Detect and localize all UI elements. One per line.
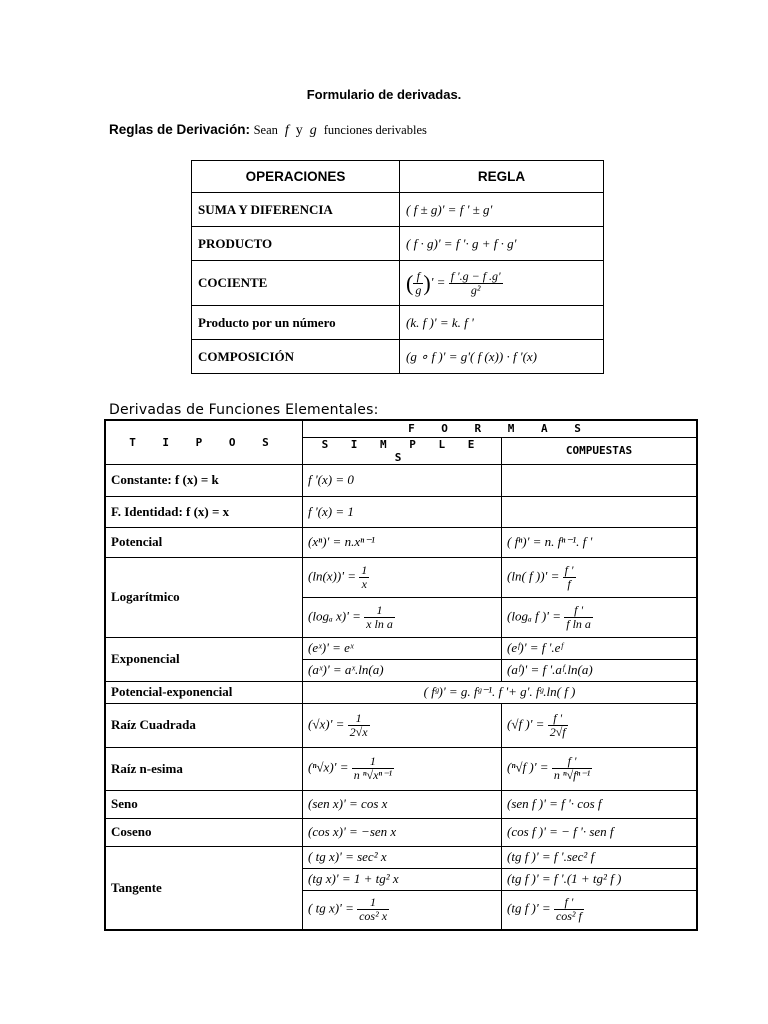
simple-cell: (aˣ)' = aˣ.ln(a) — [303, 659, 502, 681]
tipo-cell: Raíz n-esima — [105, 747, 303, 790]
tipo-cell: Logarítmico — [105, 557, 303, 637]
rule-den: g² — [470, 282, 481, 297]
tipo-cell: Potencial — [105, 527, 303, 557]
table-row — [105, 527, 697, 557]
table-row — [105, 818, 697, 846]
op-cell: PRODUCTO — [192, 227, 400, 261]
tipo-cell: Exponencial — [105, 637, 303, 681]
rule-num: f '.g − f .g' — [450, 268, 501, 283]
rule-cell: ( f ± g)' = f ' ± g' — [400, 193, 604, 227]
rule-lhs-den: g — [415, 282, 422, 297]
op-cell: COMPOSICIÓN — [192, 340, 400, 374]
header-formas: F O R M A S — [303, 420, 698, 437]
simple-cell: (xⁿ)' = n.xⁿ⁻¹ — [303, 527, 502, 557]
table-row — [105, 496, 697, 527]
table-row — [192, 227, 604, 261]
rule-lhs-tail: ' = — [430, 273, 446, 289]
compuesta-cell: (tg f )' = f '.sec² f — [502, 846, 698, 868]
simple-cell: f '(x) = 0 — [303, 464, 502, 496]
compuesta-cell: (ln( f ))' = $\frac{f '}{f}$ — [502, 557, 698, 597]
table-row — [192, 340, 604, 374]
op-cell: Producto por un número — [192, 306, 400, 340]
header-compuestas: COMPUESTAS — [502, 437, 698, 464]
table-row — [192, 193, 604, 227]
compuesta-cell: (tg f )' = f '.(1 + tg² f ) — [502, 868, 698, 890]
rule-cell: ( f · g)' = f '· g + f · g' — [400, 227, 604, 261]
table-row — [105, 747, 697, 790]
simple-cell: (ln(x))' = $\frac{1}{x}$ — [303, 557, 502, 597]
table-row — [105, 637, 697, 659]
header-regla: REGLA — [400, 161, 604, 193]
rules-label: Reglas de Derivación: — [109, 122, 251, 137]
rule-cell: ( $\frac{f}{g}$ )' = $\frac{f '.g - f .g'}{\text{g²}}$ — [400, 261, 604, 306]
header-operaciones: OPERACIONES — [192, 161, 400, 193]
rule-cell: (k. f )' = k. f ' — [400, 306, 604, 340]
tipo-cell: Potencial-exponencial — [105, 681, 303, 703]
formula-cell: ( fᵍ)' = g. fᵍ⁻¹. f '+ g'. fᵍ.ln( f ) — [303, 681, 698, 703]
rule-cell: (g ∘ f )' = g'( f (x)) · f '(x) — [400, 340, 604, 374]
compuesta-cell — [502, 464, 698, 496]
simple-cell: (logₐ x)' = $\frac{1}{\text{x ln a}}$ — [303, 597, 502, 637]
compuesta-cell: (cos f )' = − f '· sen f — [502, 818, 698, 846]
table-row — [105, 790, 697, 818]
rules-f: f — [284, 123, 289, 138]
compuesta-cell: (aᶠ)' = f '.aᶠ.ln(a) — [502, 659, 698, 681]
header-simples: S I M P L E S — [303, 437, 502, 464]
simple-cell: f '(x) = 1 — [303, 496, 502, 527]
table-row — [105, 464, 697, 496]
tipo-cell: Seno — [105, 790, 303, 818]
simple-cell: (eˣ)' = eˣ — [303, 637, 502, 659]
simple-cell: (√x)' = $\frac{1}{2√x}$ — [303, 703, 502, 747]
tipo-cell: Constante: f (x) = k — [105, 464, 303, 496]
compuesta-cell: (eᶠ)' = f '.eᶠ — [502, 637, 698, 659]
simple-cell: (tg x)' = 1 + tg² x — [303, 868, 502, 890]
rule-lhs-num: f — [413, 270, 423, 284]
op-cell: SUMA Y DIFERENCIA — [192, 193, 400, 227]
tipo-cell: Coseno — [105, 818, 303, 846]
section-title: Derivadas de Funciones Elementales: — [109, 402, 379, 418]
compuesta-cell: ( fⁿ)' = n. fⁿ⁻¹. f ' — [502, 527, 698, 557]
table-row — [192, 306, 604, 340]
compuesta-cell: (√f )' = $\frac{f '}{2√f}$ — [502, 703, 698, 747]
rules-table — [191, 160, 604, 374]
tipo-cell: Tangente — [105, 846, 303, 930]
compuesta-cell: (sen f )' = f '· cos f — [502, 790, 698, 818]
simple-cell: ( tg x)' = $\frac{1}{\text{cos² x}}$ — [303, 890, 502, 930]
simple-cell: (sen x)' = cos x — [303, 790, 502, 818]
table-row — [105, 703, 697, 747]
table-row — [105, 846, 697, 868]
derivatives-table — [104, 419, 698, 931]
rules-sean: Sean — [253, 123, 278, 137]
simple-cell: (ⁿ√x)' = $\frac{1}{\text{n ⁿ√xⁿ⁻¹}}$ — [303, 747, 502, 790]
header-tipos: T I P O S — [105, 420, 303, 464]
table-row — [105, 681, 697, 703]
simple-cell: (cos x)' = −sen x — [303, 818, 502, 846]
tipo-cell: F. Identidad: f (x) = x — [105, 496, 303, 527]
tipo-cell: Raíz Cuadrada — [105, 703, 303, 747]
compuesta-cell — [502, 496, 698, 527]
table-row — [192, 261, 604, 306]
table-row — [105, 557, 697, 597]
rules-rest: funciones derivables — [323, 123, 427, 137]
compuesta-cell: (logₐ f )' = $\frac{f '}{\text{f ln a}}$ — [502, 597, 698, 637]
simple-cell: ( tg x)' = sec² x — [303, 846, 502, 868]
compuesta-cell: (ⁿ√f )' = $\frac{f '}{\text{n ⁿ√fⁿ⁻¹}}$ — [502, 747, 698, 790]
op-cell: COCIENTE — [192, 261, 400, 306]
compuesta-cell: (tg f )' = $\frac{f '}{\text{cos² f}}$ — [502, 890, 698, 930]
rules-intro — [109, 122, 427, 139]
rules-y: y — [295, 123, 303, 138]
rules-g: g — [309, 123, 317, 138]
page-title: Formulario de derivadas. — [306, 87, 462, 102]
